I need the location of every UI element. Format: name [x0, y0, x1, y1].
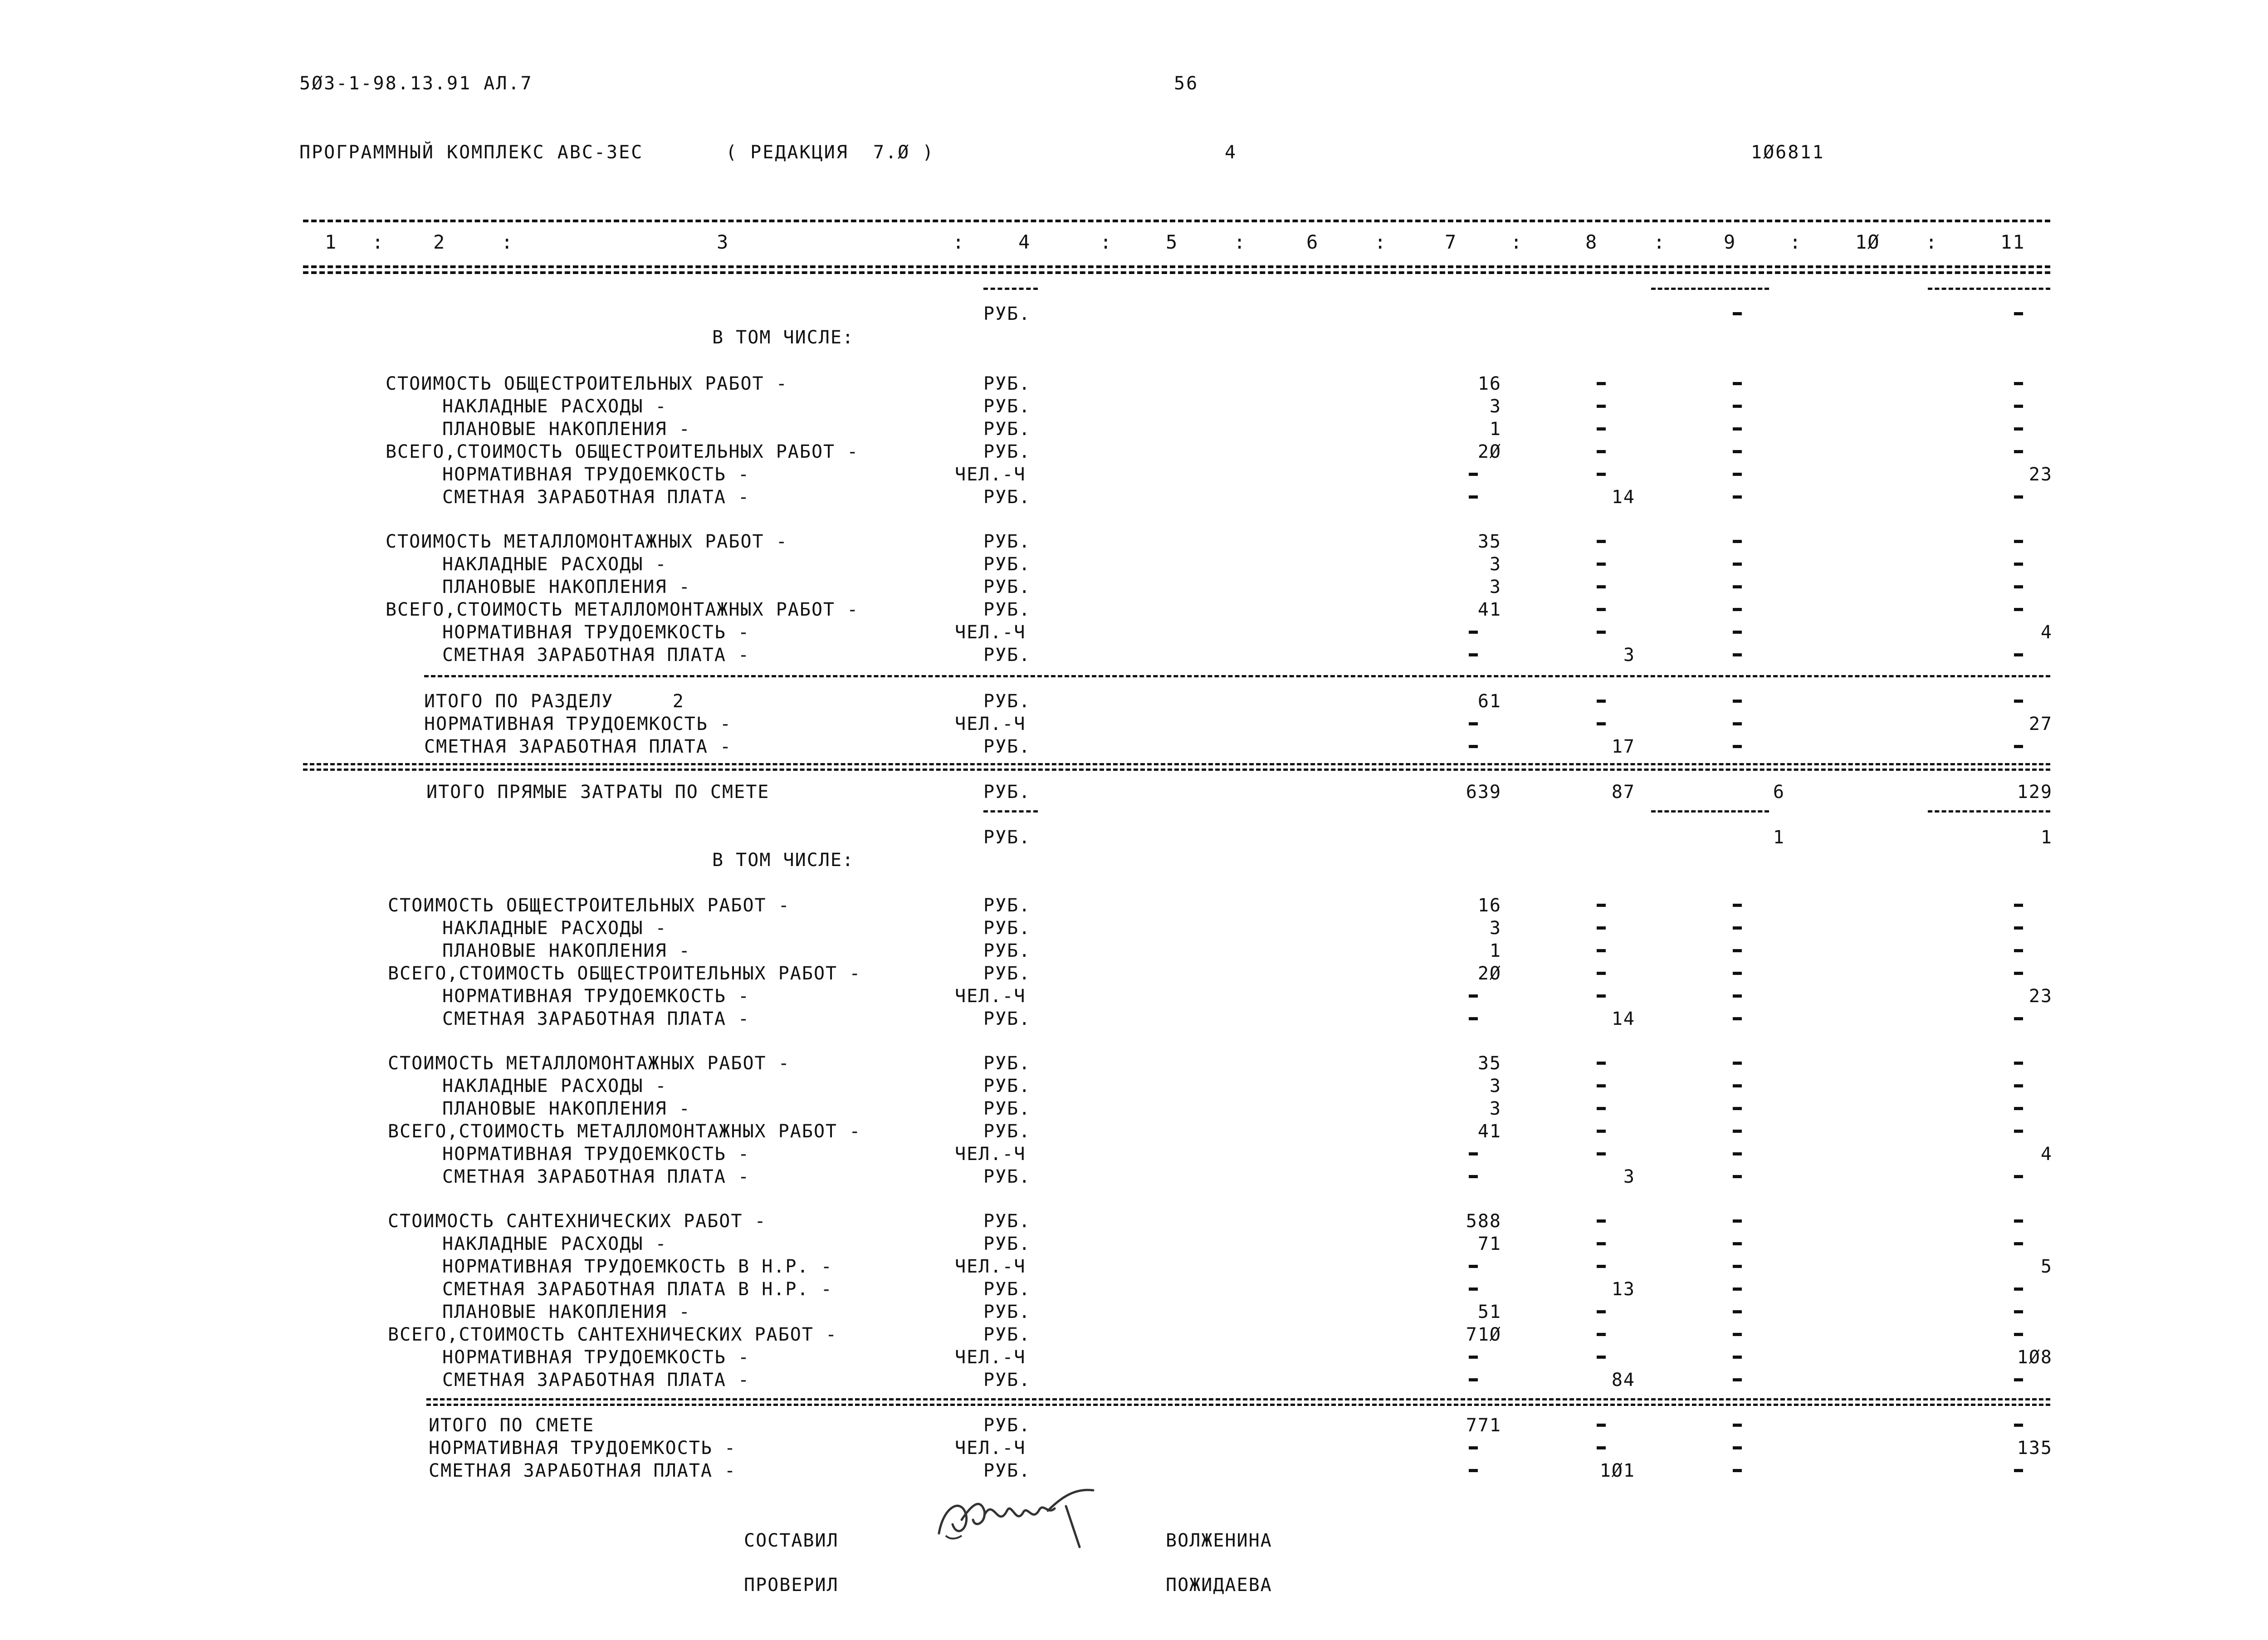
- cell-c9-dash: [1733, 427, 1742, 431]
- row-label: ПЛАНОВЫЕ НАКОПЛЕНИЯ -: [442, 1302, 691, 1322]
- row-label: СТОИМОСТЬ ОБЩЕСТРОИТЕЛЬНЫХ РАБОТ -: [386, 373, 788, 394]
- row-label: НАКЛАДНЫЕ РАСХОДЫ -: [442, 396, 667, 417]
- cell-c11: 23: [2028, 986, 2053, 1007]
- cell-c11-dash: [2014, 653, 2023, 656]
- row-unit: РУБ.: [983, 1279, 1031, 1300]
- row-label: СМЕТНАЯ ЗАРАБОТНАЯ ПЛАТА -: [429, 1460, 737, 1481]
- row-label: ПЛАНОВЫЕ НАКОПЛЕНИЯ -: [442, 940, 691, 961]
- cell-c9: 1: [1773, 827, 1785, 848]
- cell-c9-dash: [1733, 563, 1742, 566]
- row-label: ВСЕГО,СТОИМОСТЬ ОБЩЕСТРОИТЕЛЬНЫХ РАБОТ -: [386, 441, 859, 462]
- cell-c7-dash: [1469, 1152, 1478, 1155]
- column-number-10: 1Ø: [1855, 231, 1880, 253]
- column-separator: :: [1100, 231, 1113, 253]
- cell-c8-dash: [1597, 1219, 1606, 1223]
- program-name: ПРОГРАММНЫЙ КОМПЛЕКС АВС-3ЕС: [299, 142, 644, 163]
- cell-c7: 3: [1489, 918, 1501, 939]
- column-number-9: 9: [1724, 231, 1736, 253]
- cell-c8-dash: [1597, 563, 1606, 566]
- column-separator: :: [1510, 231, 1523, 253]
- section-rule-razdel-end-1: [303, 763, 2050, 765]
- cell-c9-dash: [1733, 1378, 1742, 1381]
- cell-c9-dash: [1733, 653, 1742, 656]
- cell-c9-dash: [1733, 994, 1742, 998]
- section-rule-razdel-end-2: [303, 769, 2050, 771]
- row-unit: РУБ.: [983, 441, 1031, 462]
- cell-c9-dash: [1733, 1107, 1742, 1110]
- row-unit: ЧЕЛ.-Ч: [955, 622, 1026, 643]
- row-unit: РУБ.: [983, 1053, 1031, 1074]
- row-label: ИТОГО ПО СМЕТЕ: [429, 1415, 595, 1436]
- row-label: НОРМАТИВНАЯ ТРУДОЕМКОСТЬ -: [442, 1347, 750, 1368]
- cell-c9-dash: [1733, 1310, 1742, 1313]
- column-number-3: 3: [717, 231, 729, 253]
- row-unit: ЧЕЛ.-Ч: [955, 464, 1026, 485]
- column-separator: :: [1926, 231, 1938, 253]
- cell-c8-dash: [1597, 722, 1606, 725]
- cell-c9-dash: [1733, 1219, 1742, 1223]
- cell-c11-dash: [2014, 1130, 2023, 1133]
- cell-c7: 16: [1477, 373, 1501, 394]
- underline-c9-a: [1651, 288, 1769, 290]
- row-unit: ЧЕЛ.-Ч: [955, 1256, 1026, 1277]
- cell-c7: 2Ø: [1477, 963, 1501, 984]
- cell-c7: 771: [1466, 1415, 1501, 1436]
- program-edition: ( РЕДАКЦИЯ 7.Ø ): [726, 142, 935, 163]
- page-number: 56: [1174, 73, 1199, 94]
- underline-c9-b: [1651, 810, 1769, 813]
- cell-c9-dash: [1733, 450, 1742, 453]
- row-unit: РУБ.: [983, 782, 1031, 803]
- cell-c7-dash: [1469, 1356, 1478, 1359]
- cell-c11: 4: [2040, 1144, 2053, 1165]
- cell-c8-dash: [1597, 1310, 1606, 1313]
- column-number-1: 1: [325, 231, 337, 253]
- column-number-11: 11: [2000, 231, 2025, 253]
- cell-c11-dash: [2014, 1062, 2023, 1065]
- cell-c9-dash: [1733, 972, 1742, 975]
- row-label: ПЛАНОВЫЕ НАКОПЛЕНИЯ -: [442, 1098, 691, 1119]
- row-unit: РУБ.: [983, 1008, 1031, 1029]
- cell-c9-dash: [1733, 1175, 1742, 1178]
- cell-c9-dash: [1733, 722, 1742, 725]
- cell-c7: 3: [1489, 1098, 1501, 1119]
- cell-c9-dash: [1733, 1152, 1742, 1155]
- row-label: ВСЕГО,СТОИМОСТЬ МЕТАЛЛОМОНТАЖНЫХ РАБОТ -: [386, 599, 859, 620]
- cell-c8-dash: [1597, 1130, 1606, 1133]
- cell-c11-dash: [2014, 585, 2023, 588]
- cell-c8-dash: [1597, 382, 1606, 385]
- column-number-6: 6: [1306, 231, 1319, 253]
- cell-c7: 588: [1466, 1211, 1501, 1232]
- cell-c11-dash: [2014, 745, 2023, 748]
- cell-c8: 14: [1611, 1008, 1635, 1029]
- column-number-2: 2: [433, 231, 446, 253]
- row-label: СТОИМОСТЬ МЕТАЛЛОМОНТАЖНЫХ РАБОТ -: [388, 1053, 790, 1074]
- cell-c8-dash: [1597, 427, 1606, 431]
- cell-c9-dash: [1733, 405, 1742, 408]
- cell-c11-dash: [2014, 1333, 2023, 1336]
- row-label: НАКЛАДНЫЕ РАСХОДЫ -: [442, 1076, 667, 1097]
- cell-c8: 1Ø1: [1599, 1460, 1635, 1481]
- column-number-7: 7: [1445, 231, 1457, 253]
- row-unit: РУБ.: [983, 736, 1031, 757]
- row-unit: РУБ.: [983, 577, 1031, 597]
- column-separator: :: [1374, 231, 1387, 253]
- cell-c7: 1: [1489, 940, 1501, 961]
- cell-c7: 16: [1477, 895, 1501, 916]
- column-separator: :: [1234, 231, 1246, 253]
- row-unit: РУБ.: [983, 1211, 1031, 1232]
- cell-c7-dash: [1469, 653, 1478, 656]
- cell-c8: 14: [1611, 487, 1635, 508]
- table-top-rule: [303, 220, 2050, 222]
- cell-c11-dash: [2014, 1219, 2023, 1223]
- cell-c9-dash: [1733, 1424, 1742, 1427]
- row-label: НАКЛАДНЫЕ РАСХОДЫ -: [442, 1234, 667, 1254]
- row-unit: РУБ.: [983, 1415, 1031, 1436]
- row-label: НОРМАТИВНАЯ ТРУДОЕМКОСТЬ -: [442, 1144, 750, 1165]
- column-separator: :: [1653, 231, 1666, 253]
- row-unit: РУБ.: [983, 1098, 1031, 1119]
- cell-c8: 13: [1611, 1279, 1635, 1300]
- cell-c7-dash: [1469, 631, 1478, 634]
- cell-c8: 84: [1611, 1370, 1635, 1390]
- handwritten-signature: [930, 1479, 1111, 1556]
- cell-c8-dash: [1597, 1333, 1606, 1336]
- cell-c9-dash: [1733, 904, 1742, 907]
- cell-c11-dash: [2014, 949, 2023, 952]
- cell-c11-dash: [2014, 1084, 2023, 1087]
- section-rule-razdel: [424, 675, 2050, 677]
- cell-c8-dash: [1597, 949, 1606, 952]
- row-unit: РУБ.: [983, 1460, 1031, 1481]
- row-label: СМЕТНАЯ ЗАРАБОТНАЯ ПЛАТА -: [424, 736, 732, 757]
- cell-c8-dash: [1597, 994, 1606, 998]
- cell-c9-dash: [1733, 608, 1742, 611]
- cell-c11: 4: [2040, 622, 2053, 643]
- row-unit: РУБ.: [983, 645, 1031, 666]
- underline-c11-b: [1928, 810, 2050, 813]
- row-label: СМЕТНАЯ ЗАРАБОТНАЯ ПЛАТА -: [442, 1370, 750, 1390]
- cell-c11-dash: [2014, 540, 2023, 543]
- cell-c11-dash: [2014, 1288, 2023, 1291]
- row-label: ПЛАНОВЫЕ НАКОПЛЕНИЯ -: [442, 419, 691, 440]
- cell-c9-dash: [1733, 1084, 1742, 1087]
- cell-c9-dash: [1733, 1265, 1742, 1268]
- column-separator: :: [372, 231, 385, 253]
- cell-c8: 3: [1623, 1166, 1635, 1187]
- row-unit: РУБ.: [983, 599, 1031, 620]
- cell-c7: 1: [1489, 419, 1501, 440]
- cell-c11-dash: [2014, 1017, 2023, 1020]
- cell-c8-dash: [1597, 1084, 1606, 1087]
- cell-c11-dash: [2014, 405, 2023, 408]
- cell-c7: 41: [1477, 1121, 1501, 1142]
- cell-c11-dash: [2014, 1378, 2023, 1381]
- row-unit: РУБ.: [983, 1324, 1031, 1345]
- row-unit: РУБ.: [983, 963, 1031, 984]
- job-code: 1Ø6811: [1751, 142, 1825, 163]
- row-label: ВСЕГО,СТОИМОСТЬ САНТЕХНИЧЕСКИХ РАБОТ -: [388, 1324, 838, 1345]
- cell-c7-dash: [1469, 745, 1478, 748]
- row-unit: РУБ.: [983, 1166, 1031, 1187]
- cell-c8-dash: [1597, 1152, 1606, 1155]
- row-unit: РУБ.: [983, 419, 1031, 440]
- cell-c7-dash: [1469, 1265, 1478, 1268]
- cell-c7: 71: [1477, 1234, 1501, 1254]
- row-label: СТОИМОСТЬ МЕТАЛЛОМОНТАЖНЫХ РАБОТ -: [386, 531, 788, 552]
- cell-c7: 71Ø: [1466, 1324, 1501, 1345]
- cell-c11-dash: [2014, 700, 2023, 703]
- cell-c7: 639: [1466, 782, 1501, 803]
- column-separator: :: [501, 231, 514, 253]
- row-label: НАКЛАДНЫЕ РАСХОДЫ -: [442, 918, 667, 939]
- cell-c11: 1Ø8: [2017, 1347, 2053, 1368]
- row-label: СМЕТНАЯ ЗАРАБОТНАЯ ПЛАТА -: [442, 1166, 750, 1187]
- cell-c11-dash: [2014, 972, 2023, 975]
- row-unit: РУБ.: [983, 1234, 1031, 1254]
- cell-c8-dash: [1597, 473, 1606, 476]
- cell-c11: 5: [2040, 1256, 2053, 1277]
- cell-c11-dash: [2014, 1469, 2023, 1472]
- cell-c11-dash: [2014, 382, 2023, 385]
- row-label: В ТОМ ЧИСЛЕ:: [712, 327, 854, 348]
- row-unit: РУБ.: [983, 940, 1031, 961]
- cell-c9-dash: [1733, 745, 1742, 748]
- column-number-4: 4: [1018, 231, 1031, 253]
- cell-c7: 3: [1489, 396, 1501, 417]
- row-unit: РУБ.: [983, 396, 1031, 417]
- underline-c11-a: [1928, 288, 2050, 290]
- cell-c8-dash: [1597, 1107, 1606, 1110]
- checked-name: ПОЖИДАЕВА: [1166, 1575, 1272, 1596]
- underline-c4-b: [983, 810, 1038, 813]
- cell-c9-dash: [1733, 473, 1742, 476]
- cell-c11: 23: [2028, 464, 2053, 485]
- row-label: НОРМАТИВНАЯ ТРУДОЕМКОСТЬ -: [429, 1438, 737, 1459]
- row-unit: РУБ.: [983, 554, 1031, 575]
- cell-c8-dash: [1597, 450, 1606, 453]
- row-label: СМЕТНАЯ ЗАРАБОТНАЯ ПЛАТА -: [442, 1008, 750, 1029]
- cell-c9-dash: [1733, 1062, 1742, 1065]
- cell-c11-dash: [2014, 312, 2023, 315]
- cell-c7: 35: [1477, 531, 1501, 552]
- row-label: СМЕТНАЯ ЗАРАБОТНАЯ ПЛАТА В Н.Р. -: [442, 1279, 833, 1300]
- cell-c9-dash: [1733, 1017, 1742, 1020]
- row-label: НАКЛАДНЫЕ РАСХОДЫ -: [442, 554, 667, 575]
- row-label: НОРМАТИВНАЯ ТРУДОЕМКОСТЬ -: [442, 986, 750, 1007]
- cell-c9-dash: [1733, 700, 1742, 703]
- document-code: 5Ø3-1-98.13.91 АЛ.7: [299, 73, 533, 94]
- cell-c9-dash: [1733, 1288, 1742, 1291]
- row-unit: РУБ.: [983, 1370, 1031, 1390]
- compiled-name: ВОЛЖЕНИНА: [1166, 1530, 1272, 1551]
- row-unit: РУБ.: [983, 1076, 1031, 1097]
- cell-c9-dash: [1733, 1333, 1742, 1336]
- cell-c8-dash: [1597, 1265, 1606, 1268]
- row-unit: РУБ.: [983, 1302, 1031, 1322]
- cell-c11-dash: [2014, 450, 2023, 453]
- cell-c9-dash: [1733, 540, 1742, 543]
- compiled-label: СОСТАВИЛ: [744, 1530, 839, 1551]
- cell-c7-dash: [1469, 722, 1478, 725]
- cell-c8-dash: [1597, 1356, 1606, 1359]
- row-unit: ЧЕЛ.-Ч: [955, 986, 1026, 1007]
- cell-c9-dash: [1733, 1356, 1742, 1359]
- cell-c8-dash: [1597, 405, 1606, 408]
- cell-c11-dash: [2014, 563, 2023, 566]
- section-rule-itogo-1: [426, 1398, 2050, 1400]
- cell-c9-dash: [1733, 1242, 1742, 1245]
- row-label: НОРМАТИВНАЯ ТРУДОЕМКОСТЬ -: [442, 464, 750, 485]
- cell-c7: 3: [1489, 1076, 1501, 1097]
- cell-c7: 61: [1477, 691, 1501, 712]
- column-header-rule-1: [303, 265, 2050, 268]
- cell-c9-dash: [1733, 382, 1742, 385]
- row-label: В ТОМ ЧИСЛЕ:: [712, 850, 854, 871]
- cell-c8-dash: [1597, 1446, 1606, 1449]
- cell-c8-dash: [1597, 608, 1606, 611]
- cell-c11: 27: [2028, 714, 2053, 734]
- cell-c8-dash: [1597, 1062, 1606, 1065]
- cell-c8-dash: [1597, 631, 1606, 634]
- cell-c11-dash: [2014, 1107, 2023, 1110]
- row-unit: РУБ.: [983, 487, 1031, 508]
- cell-c8-dash: [1597, 926, 1606, 930]
- cell-c9-dash: [1733, 585, 1742, 588]
- cell-c11-dash: [2014, 1424, 2023, 1427]
- cell-c7: 35: [1477, 1053, 1501, 1074]
- cell-c11-dash: [2014, 904, 2023, 907]
- row-label: ВСЕГО,СТОИМОСТЬ ОБЩЕСТРОИТЕЛЬНЫХ РАБОТ -: [388, 963, 861, 984]
- cell-c7-dash: [1469, 1469, 1478, 1472]
- row-unit: ЧЕЛ.-Ч: [955, 1144, 1026, 1165]
- cell-c9-dash: [1733, 631, 1742, 634]
- column-separator: :: [953, 231, 965, 253]
- checked-label: ПРОВЕРИЛ: [744, 1575, 839, 1596]
- row-unit: РУБ.: [983, 827, 1031, 848]
- row-label: НОРМАТИВНАЯ ТРУДОЕМКОСТЬ -: [442, 622, 750, 643]
- row-label: ВСЕГО,СТОИМОСТЬ МЕТАЛЛОМОНТАЖНЫХ РАБОТ -: [388, 1121, 861, 1142]
- cell-c7: 3: [1489, 577, 1501, 597]
- cell-c11: 1: [2040, 827, 2053, 848]
- cell-c11: 135: [2017, 1438, 2053, 1459]
- cell-c7-dash: [1469, 473, 1478, 476]
- cell-c8-dash: [1597, 904, 1606, 907]
- row-unit: РУБ.: [983, 304, 1031, 324]
- row-label: СМЕТНАЯ ЗАРАБОТНАЯ ПЛАТА -: [442, 487, 750, 508]
- section-rule-itogo-2: [426, 1404, 2050, 1406]
- row-label: СМЕТНАЯ ЗАРАБОТНАЯ ПЛАТА -: [442, 645, 750, 666]
- row-label: НОРМАТИВНАЯ ТРУДОЕМКОСТЬ -: [424, 714, 732, 734]
- cell-c11-dash: [2014, 495, 2023, 499]
- column-number-5: 5: [1166, 231, 1178, 253]
- row-unit: РУБ.: [983, 373, 1031, 394]
- row-unit: РУБ.: [983, 895, 1031, 916]
- cell-c11-dash: [2014, 926, 2023, 930]
- cell-c8-dash: [1597, 1424, 1606, 1427]
- cell-c9-dash: [1733, 949, 1742, 952]
- cell-c7-dash: [1469, 495, 1478, 499]
- underline-c4-a: [983, 288, 1038, 290]
- cell-c8-dash: [1597, 700, 1606, 703]
- cell-c9-dash: [1733, 1469, 1742, 1472]
- cell-c11-dash: [2014, 427, 2023, 431]
- cell-c9-dash: [1733, 495, 1742, 499]
- cell-c8: 17: [1611, 736, 1635, 757]
- row-label: ПЛАНОВЫЕ НАКОПЛЕНИЯ -: [442, 577, 691, 597]
- column-number-8: 8: [1585, 231, 1598, 253]
- cell-c8-dash: [1597, 1242, 1606, 1245]
- column-separator: :: [1789, 231, 1802, 253]
- row-label: НОРМАТИВНАЯ ТРУДОЕМКОСТЬ В Н.Р. -: [442, 1256, 833, 1277]
- row-unit: ЧЕЛ.-Ч: [955, 1347, 1026, 1368]
- cell-c7-dash: [1469, 1378, 1478, 1381]
- cell-c11-dash: [2014, 608, 2023, 611]
- cell-c11-dash: [2014, 1242, 2023, 1245]
- row-unit: ЧЕЛ.-Ч: [955, 714, 1026, 734]
- cell-c8: 87: [1611, 782, 1635, 803]
- row-unit: РУБ.: [983, 1121, 1031, 1142]
- cell-c9-dash: [1733, 926, 1742, 930]
- cell-c7: 2Ø: [1477, 441, 1501, 462]
- column-header-rule-2: [303, 271, 2050, 274]
- cell-c9: 6: [1773, 782, 1785, 803]
- row-label: ИТОГО ПО РАЗДЕЛУ 2: [424, 691, 684, 712]
- cell-c7-dash: [1469, 1175, 1478, 1178]
- cell-c7: 51: [1477, 1302, 1501, 1322]
- cell-c7-dash: [1469, 1446, 1478, 1449]
- row-label: ИТОГО ПРЯМЫЕ ЗАТРАТЫ ПО СМЕТЕ: [426, 782, 770, 803]
- cell-c7-dash: [1469, 1017, 1478, 1020]
- row-label: СТОИМОСТЬ ОБЩЕСТРОИТЕЛЬНЫХ РАБОТ -: [388, 895, 790, 916]
- cell-c7-dash: [1469, 994, 1478, 998]
- cell-c7: 41: [1477, 599, 1501, 620]
- cell-c7: 3: [1489, 554, 1501, 575]
- cell-c7-dash: [1469, 1288, 1478, 1291]
- cell-c8-dash: [1597, 585, 1606, 588]
- cell-c8-dash: [1597, 972, 1606, 975]
- row-label: СТОИМОСТЬ САНТЕХНИЧЕСКИХ РАБОТ -: [388, 1211, 767, 1232]
- sheet-number: 4: [1225, 142, 1237, 163]
- row-unit: РУБ.: [983, 691, 1031, 712]
- cell-c11: 129: [2017, 782, 2053, 803]
- cell-c9-dash: [1733, 1446, 1742, 1449]
- cell-c11-dash: [2014, 1175, 2023, 1178]
- cell-c8-dash: [1597, 540, 1606, 543]
- row-unit: РУБ.: [983, 918, 1031, 939]
- cell-c9-dash: [1733, 312, 1742, 315]
- row-unit: РУБ.: [983, 531, 1031, 552]
- cell-c8: 3: [1623, 645, 1635, 666]
- cell-c11-dash: [2014, 1310, 2023, 1313]
- cell-c9-dash: [1733, 1130, 1742, 1133]
- row-unit: ЧЕЛ.-Ч: [955, 1438, 1026, 1459]
